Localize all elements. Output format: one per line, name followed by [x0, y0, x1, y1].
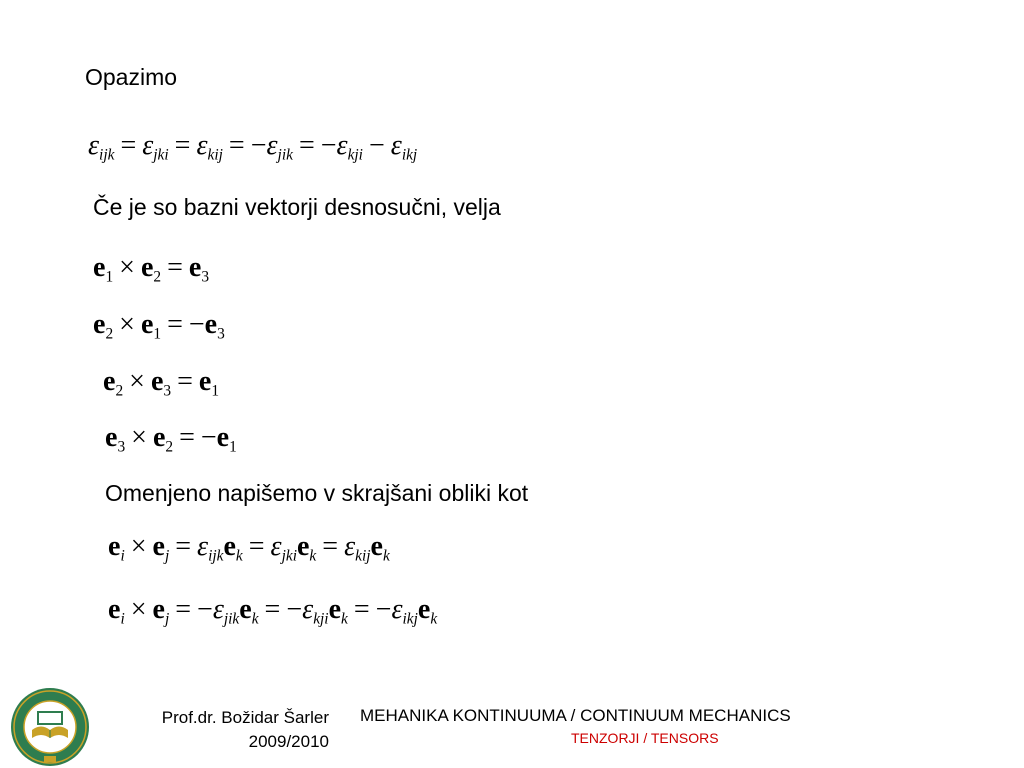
footer-author-block: [162, 706, 329, 754]
levi-civita-symmetry-equation: $\varepsilon_{ijk} = \varepsilon_{jki} = \varepsilon_{kij} = -\varepsilon_{jik} = -\varepsilon_{kji} - \varepsilon_{ikj}$: [88, 130, 418, 164]
right-handed-intro: Če je so bazni vektorji desnosučni, velja: [93, 194, 501, 220]
heading-opazimo: Opazimo: [85, 64, 178, 90]
cross-product-negative-index-form: $e_i \times e_j = -\varepsilon_{jik}e_k = -\varepsilon_{kji}e_k = -\varepsilon_{ikj}e_k$: [108, 594, 438, 628]
footer-chapter-title: TENZORJI / TENSORS: [571, 730, 719, 746]
cross-product-e1-e2: $e_1 \times e_2 = e_3$: [93, 252, 210, 286]
cross-product-e3-e2: $e_3 \times e_2 = -e_1$: [105, 422, 237, 456]
footer-year: 2009/2010: [248, 732, 329, 751]
footer-author: Prof.dr. Božidar Šarler: [161, 708, 329, 727]
footer-course-title: MEHANIKA KONTINUUMA / CONTINUUM MECHANICS: [360, 706, 791, 725]
cross-product-positive-index-form: $e_i \times e_j = \varepsilon_{ijk}e_k = \varepsilon_{jki}e_k = \varepsilon_{kij}e_k$: [108, 531, 390, 565]
cross-product-e2-e3: $e_2 \times e_3 = e_1$: [103, 366, 220, 400]
cross-product-e2-e1: $e_2 \times e_1 = -e_3$: [93, 309, 225, 343]
university-seal-logo: [8, 686, 92, 768]
short-form-intro: Omenjeno napišemo v skrajšani obliki kot: [105, 480, 529, 506]
